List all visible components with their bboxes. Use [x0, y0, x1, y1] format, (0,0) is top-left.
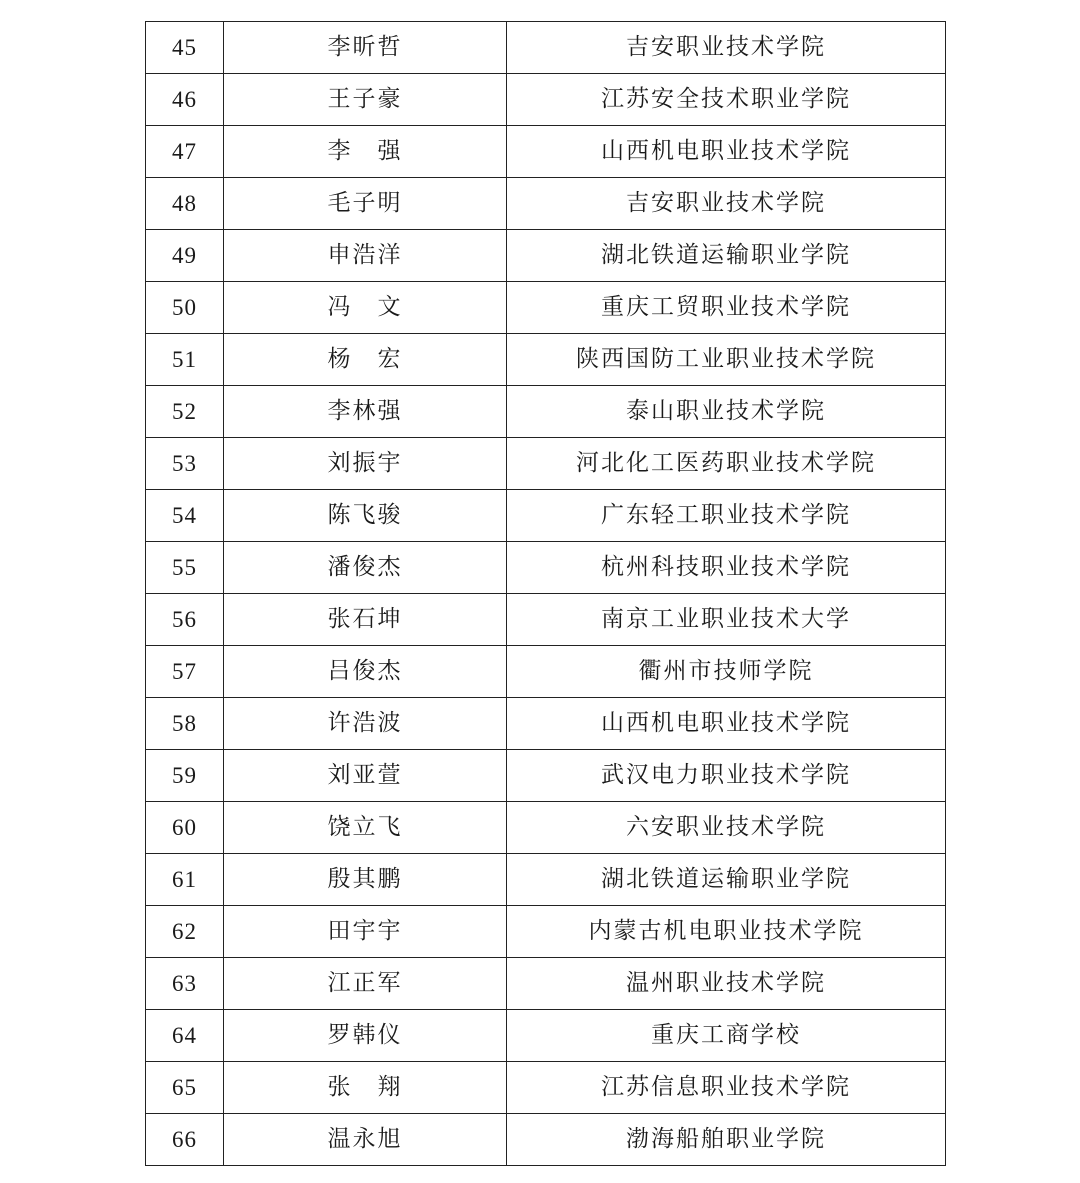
- row-number-cell: 46: [146, 74, 224, 126]
- table-row: [146, 178, 946, 230]
- row-number-cell: 49: [146, 230, 224, 282]
- row-number-cell: 45: [146, 22, 224, 74]
- person-name-cell: 温永旭: [224, 1114, 507, 1166]
- person-name-cell: 王子豪: [224, 74, 507, 126]
- row-number-cell: 57: [146, 646, 224, 698]
- school-name-cell: 南京工业职业技术大学: [507, 594, 946, 646]
- row-number-cell: 63: [146, 958, 224, 1010]
- person-name-cell: 刘振宇: [224, 438, 507, 490]
- table-row: [146, 334, 946, 386]
- table-row: [146, 1114, 946, 1166]
- school-name-cell: 泰山职业技术学院: [507, 386, 946, 438]
- row-number-cell: 53: [146, 438, 224, 490]
- roster-table-body: [146, 22, 946, 1166]
- row-number-cell: 60: [146, 802, 224, 854]
- table-row: [146, 854, 946, 906]
- person-name-cell: 田宇宇: [224, 906, 507, 958]
- table-row: [146, 490, 946, 542]
- school-name-cell: 重庆工贸职业技术学院: [507, 282, 946, 334]
- table-row: [146, 438, 946, 490]
- school-name-cell: 重庆工商学校: [507, 1010, 946, 1062]
- table-row: [146, 594, 946, 646]
- school-name-cell: 河北化工医药职业技术学院: [507, 438, 946, 490]
- school-name-cell: 山西机电职业技术学院: [507, 698, 946, 750]
- school-name-cell: 吉安职业技术学院: [507, 178, 946, 230]
- person-name-cell: 潘俊杰: [224, 542, 507, 594]
- table-row: [146, 230, 946, 282]
- person-name-cell: 许浩波: [224, 698, 507, 750]
- table-row: [146, 1062, 946, 1114]
- row-number-cell: 66: [146, 1114, 224, 1166]
- table-row: [146, 1010, 946, 1062]
- row-number-cell: 55: [146, 542, 224, 594]
- person-name-cell: 吕俊杰: [224, 646, 507, 698]
- school-name-cell: 江苏信息职业技术学院: [507, 1062, 946, 1114]
- person-name-cell: 罗韩仪: [224, 1010, 507, 1062]
- school-name-cell: 杭州科技职业技术学院: [507, 542, 946, 594]
- person-name-cell: 毛子明: [224, 178, 507, 230]
- row-number-cell: 54: [146, 490, 224, 542]
- row-number-cell: 47: [146, 126, 224, 178]
- school-name-cell: 山西机电职业技术学院: [507, 126, 946, 178]
- table-row: [146, 282, 946, 334]
- table-row: [146, 22, 946, 74]
- table-row: [146, 802, 946, 854]
- roster-table: [145, 21, 946, 1166]
- table-row: [146, 126, 946, 178]
- school-name-cell: 广东轻工职业技术学院: [507, 490, 946, 542]
- row-number-cell: 52: [146, 386, 224, 438]
- school-name-cell: 湖北铁道运输职业学院: [507, 854, 946, 906]
- person-name-cell: 李 强: [224, 126, 507, 178]
- person-name-cell: 张 翔: [224, 1062, 507, 1114]
- row-number-cell: 65: [146, 1062, 224, 1114]
- school-name-cell: 陕西国防工业职业技术学院: [507, 334, 946, 386]
- person-name-cell: 冯 文: [224, 282, 507, 334]
- school-name-cell: 武汉电力职业技术学院: [507, 750, 946, 802]
- person-name-cell: 饶立飞: [224, 802, 507, 854]
- row-number-cell: 61: [146, 854, 224, 906]
- school-name-cell: 湖北铁道运输职业学院: [507, 230, 946, 282]
- school-name-cell: 渤海船舶职业学院: [507, 1114, 946, 1166]
- school-name-cell: 温州职业技术学院: [507, 958, 946, 1010]
- table-row: [146, 906, 946, 958]
- table-row: [146, 698, 946, 750]
- school-name-cell: 江苏安全技术职业学院: [507, 74, 946, 126]
- school-name-cell: 内蒙古机电职业技术学院: [507, 906, 946, 958]
- row-number-cell: 50: [146, 282, 224, 334]
- table-row: [146, 646, 946, 698]
- person-name-cell: 李昕哲: [224, 22, 507, 74]
- table-row: [146, 958, 946, 1010]
- person-name-cell: 江正军: [224, 958, 507, 1010]
- person-name-cell: 张石坤: [224, 594, 507, 646]
- table-row: [146, 542, 946, 594]
- person-name-cell: 殷其鹏: [224, 854, 507, 906]
- row-number-cell: 59: [146, 750, 224, 802]
- row-number-cell: 64: [146, 1010, 224, 1062]
- table-row: [146, 750, 946, 802]
- person-name-cell: 陈飞骏: [224, 490, 507, 542]
- row-number-cell: 58: [146, 698, 224, 750]
- person-name-cell: 刘亚萱: [224, 750, 507, 802]
- row-number-cell: 48: [146, 178, 224, 230]
- school-name-cell: 六安职业技术学院: [507, 802, 946, 854]
- row-number-cell: 51: [146, 334, 224, 386]
- row-number-cell: 62: [146, 906, 224, 958]
- table-row: [146, 74, 946, 126]
- person-name-cell: 申浩洋: [224, 230, 507, 282]
- school-name-cell: 衢州市技师学院: [507, 646, 946, 698]
- school-name-cell: 吉安职业技术学院: [507, 22, 946, 74]
- person-name-cell: 杨 宏: [224, 334, 507, 386]
- table-row: [146, 386, 946, 438]
- row-number-cell: 56: [146, 594, 224, 646]
- person-name-cell: 李林强: [224, 386, 507, 438]
